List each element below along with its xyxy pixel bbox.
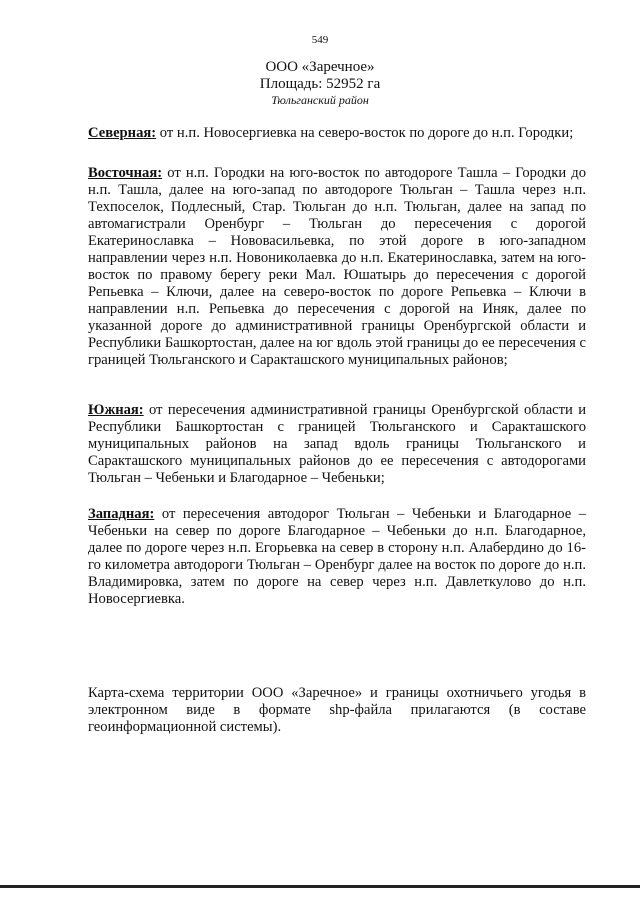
border-west-label: Западная: [88, 506, 155, 522]
bottom-divider [0, 885, 640, 888]
border-south-paragraph [88, 402, 586, 487]
border-north-text: от н.п. Новосергиевка на северо-восток по дороге до н.п. Городки; [156, 125, 574, 141]
border-west-text: от пересечения автодорог Тюльган – Чебеньки и Благодарное – Чебеньки на север по дороге Благодарное – Чебеньки до н.п. Благодарное, далее по дороге через н.п. Егорьевка на север в сторону н.п. Алабердино до 16-го километра автодороги Тюльган – Оренбург далее на восток по дороге до н.п. Владимировка, затем по дороге на север через н.п. Давлеткулово до н.п. Новосергиевка. [88, 506, 586, 607]
border-south-text: от пересечения административной границы Оренбургской области и Республики Башкортостан с границей Тюльганского и Саракташского муниципальных районов на запад вдоль границы Тюльганского и Саракташского муниципальных районов до ее пересечения с автодорогами Тюльган – Чебеньки и Благодарное – Чебеньки; [88, 402, 586, 486]
border-east-label: Восточная: [88, 165, 163, 181]
document-header [0, 59, 640, 107]
border-south-label: Южная: [88, 402, 144, 418]
organization-name: ООО «Заречное» [265, 59, 375, 75]
border-north-label: Северная: [88, 125, 157, 141]
border-north-paragraph [88, 125, 586, 142]
area-size: Площадь: 52952 га [259, 76, 381, 92]
page-number: 549 [311, 34, 329, 46]
border-east-text: от н.п. Городки на юго-восток по автодороге Ташла – Городки до н.п. Ташла, далее на юго-запад по автодороге Тюльган – Ташла через н.п. Техпоселок, Подлесный, Стар. Тюльган до н.п. Тюльган, далее на запад по автомагистрали Оренбург – Тюльган до пересечения с дорогой Екатеринославка – Нововасильевка, по этой дороге в юго-западном направлении через н.п. Новониколаевка до н.п. Екатеринославка, затем на юго-восток по правому берегу реки Мал. Юшатырь до пересечения с дорогой Репьевка – Ключи, далее на северо-восток по дороге Репьевка – Ключи в направлении н.п. Репьевка до пересечения с дорогой на Иняк, далее по указанной дороге до административной границы Оренбургской области и Республики Башкортостан, далее на юг вдоль этой границы до ее пересечения с границей Тюльганского и Саракташского муниципальных районов; [88, 165, 586, 368]
border-west-paragraph [88, 506, 586, 608]
border-east-paragraph [88, 165, 586, 369]
map-scheme-note: Карта-схема территории ООО «Заречное» и границы охотничьего угодья в электронном виде в формате shp-файла прилагаются (в составе геоинформационной системы). [88, 685, 586, 735]
district-name: Тюльганский район [271, 93, 369, 107]
